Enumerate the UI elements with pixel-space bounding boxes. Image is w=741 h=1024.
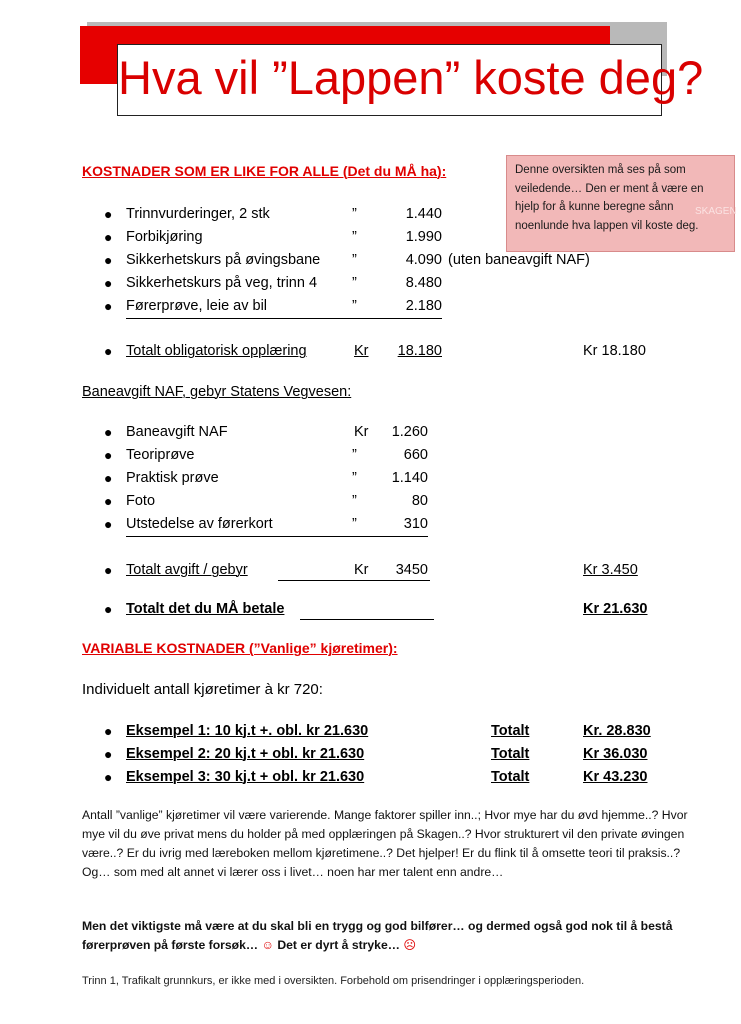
list-item [0,769,741,792]
section3-heading: VARIABLE KOSTNADER (”Vanlige” kjøretimer): [82,640,398,656]
section1-heading: KOSTNADER SOM ER LIKE FOR ALLE (Det du MÅ ha): [82,163,447,179]
item-amount: 660 [403,447,428,463]
item-mark: ” [352,229,357,245]
total-kr: Kr [354,343,369,359]
example-total-label: Totalt [491,746,530,762]
item-amount: 8.480 [405,275,442,291]
bullet-icon: ● [104,229,113,245]
item-mark: Kr [354,424,369,440]
item-mark: ” [352,252,357,268]
item-amount: 80 [411,493,428,509]
bullet-icon: ● [104,470,113,486]
bullet-icon: ● [104,516,113,532]
section3-subheading: Individuelt antall kjøretimer à kr 720: [82,681,323,698]
example-total-label: Totalt [491,769,530,785]
item-label: Sikkerhetskurs på veg, trinn 4 [126,275,318,291]
bullet-icon: ● [104,723,113,739]
item-amount: 1.990 [405,229,442,245]
bullet-icon: ● [104,601,113,617]
list-item [0,470,741,493]
item-label: Praktisk prøve [126,470,219,486]
total-amount: 18.180 [397,343,442,359]
bullet-icon: ● [104,493,113,509]
item-mark: ” [352,206,357,222]
body-paragraph: Antall ”vanlige” kjøretimer vil være varierende. Mange faktorer spiller inn..; Hvor mye har du øvd hjemme..? Hvor mye vil du øve privat mens du holder på med opplæringen på Skagen..? Hvor strukturert vil den private øvingen være..? Er du ivrig med læreboken mellom kjøretimene..? Det hjelper! Er du flink til å omsette teori til praksis..? Og… som med alt annet vi lærer oss i livet… noen har mer talent enn andre… [82,808,688,879]
page-title: Hva vil ”Lappen” koste deg? [117,44,662,116]
bullet-icon: ● [104,447,113,463]
frown-icon: ☹ [403,938,417,952]
note-watermark: SKAGEN [695,206,737,217]
list-item [0,723,741,746]
example-total-amount: Kr. 28.830 [583,723,651,739]
example-total-amount: Kr 36.030 [583,746,648,762]
section2-total-row [0,562,741,585]
section2-underline [126,536,428,537]
bullet-icon: ● [104,298,113,314]
bullet-icon: ● [104,275,113,291]
closing-part1: Men det viktigste må være at du skal bli en trygg og god bilfører… og dermed også god nok til å bestå førerprøven på første forsøk… [82,919,673,952]
item-label: Baneavgift NAF [126,424,228,440]
grand-total-underline [300,619,434,620]
section2-heading: Baneavgift NAF, gebyr Statens Vegvesen: [82,384,352,400]
item-label: Trinnvurderinger, 2 stk [126,206,270,222]
bullet-icon: ● [104,424,113,440]
example-total-label: Totalt [491,723,530,739]
list-item [0,275,741,298]
list-item [0,746,741,769]
item-mark: ” [352,516,357,532]
item-mark: ” [352,298,357,314]
item-label: Foto [126,493,156,509]
item-label: Forbikjøring [126,229,203,245]
item-amount: 1.260 [391,424,428,440]
item-amount: 1.440 [405,206,442,222]
list-item [0,206,741,229]
item-label: Teoriprøve [126,447,195,463]
section2-total-underline [278,580,430,581]
list-item [0,229,741,252]
bullet-icon: ● [104,769,113,785]
bullet-icon: ● [104,746,113,762]
item-mark: ” [352,275,357,291]
item-note: (uten baneavgift NAF) [448,252,590,268]
item-amount: 4.090 [405,252,442,268]
grand-total-right: Kr 21.630 [583,601,648,617]
section1-total-row [0,343,741,366]
closing-paragraph [82,917,694,955]
section2-list [0,424,741,539]
bullet-icon: ● [104,206,113,222]
example-label: Eksempel 3: 30 kj.t + obl. kr 21.630 [126,769,365,785]
total-kr: Kr [354,562,369,578]
item-amount: 2.180 [405,298,442,314]
grand-total-label: Totalt det du MÅ betale [126,601,285,617]
item-label: Førerprøve, leie av bil [126,298,268,314]
grand-total-row [0,601,741,624]
list-item [0,447,741,470]
item-label: Sikkerhetskurs på øvingsbane [126,252,321,268]
list-item [0,252,741,275]
bullet-icon: ● [104,252,113,268]
item-mark: ” [352,447,357,463]
item-amount: 1.140 [391,470,428,486]
example-total-amount: Kr 43.230 [583,769,648,785]
total-amount: 3450 [395,562,428,578]
item-mark: ” [352,493,357,509]
total-label: Totalt obligatorisk opplæring [126,343,307,359]
list-item [0,424,741,447]
example-label: Eksempel 1: 10 kj.t +. obl. kr 21.630 [126,723,369,739]
bullet-icon: ● [104,562,113,578]
item-amount: 310 [403,516,428,532]
closing-part2: Det er dyrt å stryke… [277,938,400,952]
section1-underline [126,318,442,319]
example-label: Eksempel 2: 20 kj.t + obl. kr 21.630 [126,746,365,762]
item-mark: ” [352,470,357,486]
total-label: Totalt avgift / gebyr [126,562,248,578]
item-label: Utstedelse av førerkort [126,516,273,532]
total-right: Kr 18.180 [583,343,646,359]
footer-note: Trinn 1, Trafikalt grunnkurs, er ikke med i oversikten. Forbehold om prisendringer i opplæringsperioden. [82,975,585,987]
total-right: Kr 3.450 [583,562,638,578]
list-item [0,493,741,516]
bullet-icon: ● [104,343,113,359]
section1-list [0,206,741,321]
smiley-icon: ☺ [261,938,274,952]
examples-list [0,723,741,792]
note-text: Denne oversikten må ses på som veiledende… Den er ment å være en hjelp for å kunne beregne sånn noenlunde hva lappen vil koste deg. [515,164,704,232]
